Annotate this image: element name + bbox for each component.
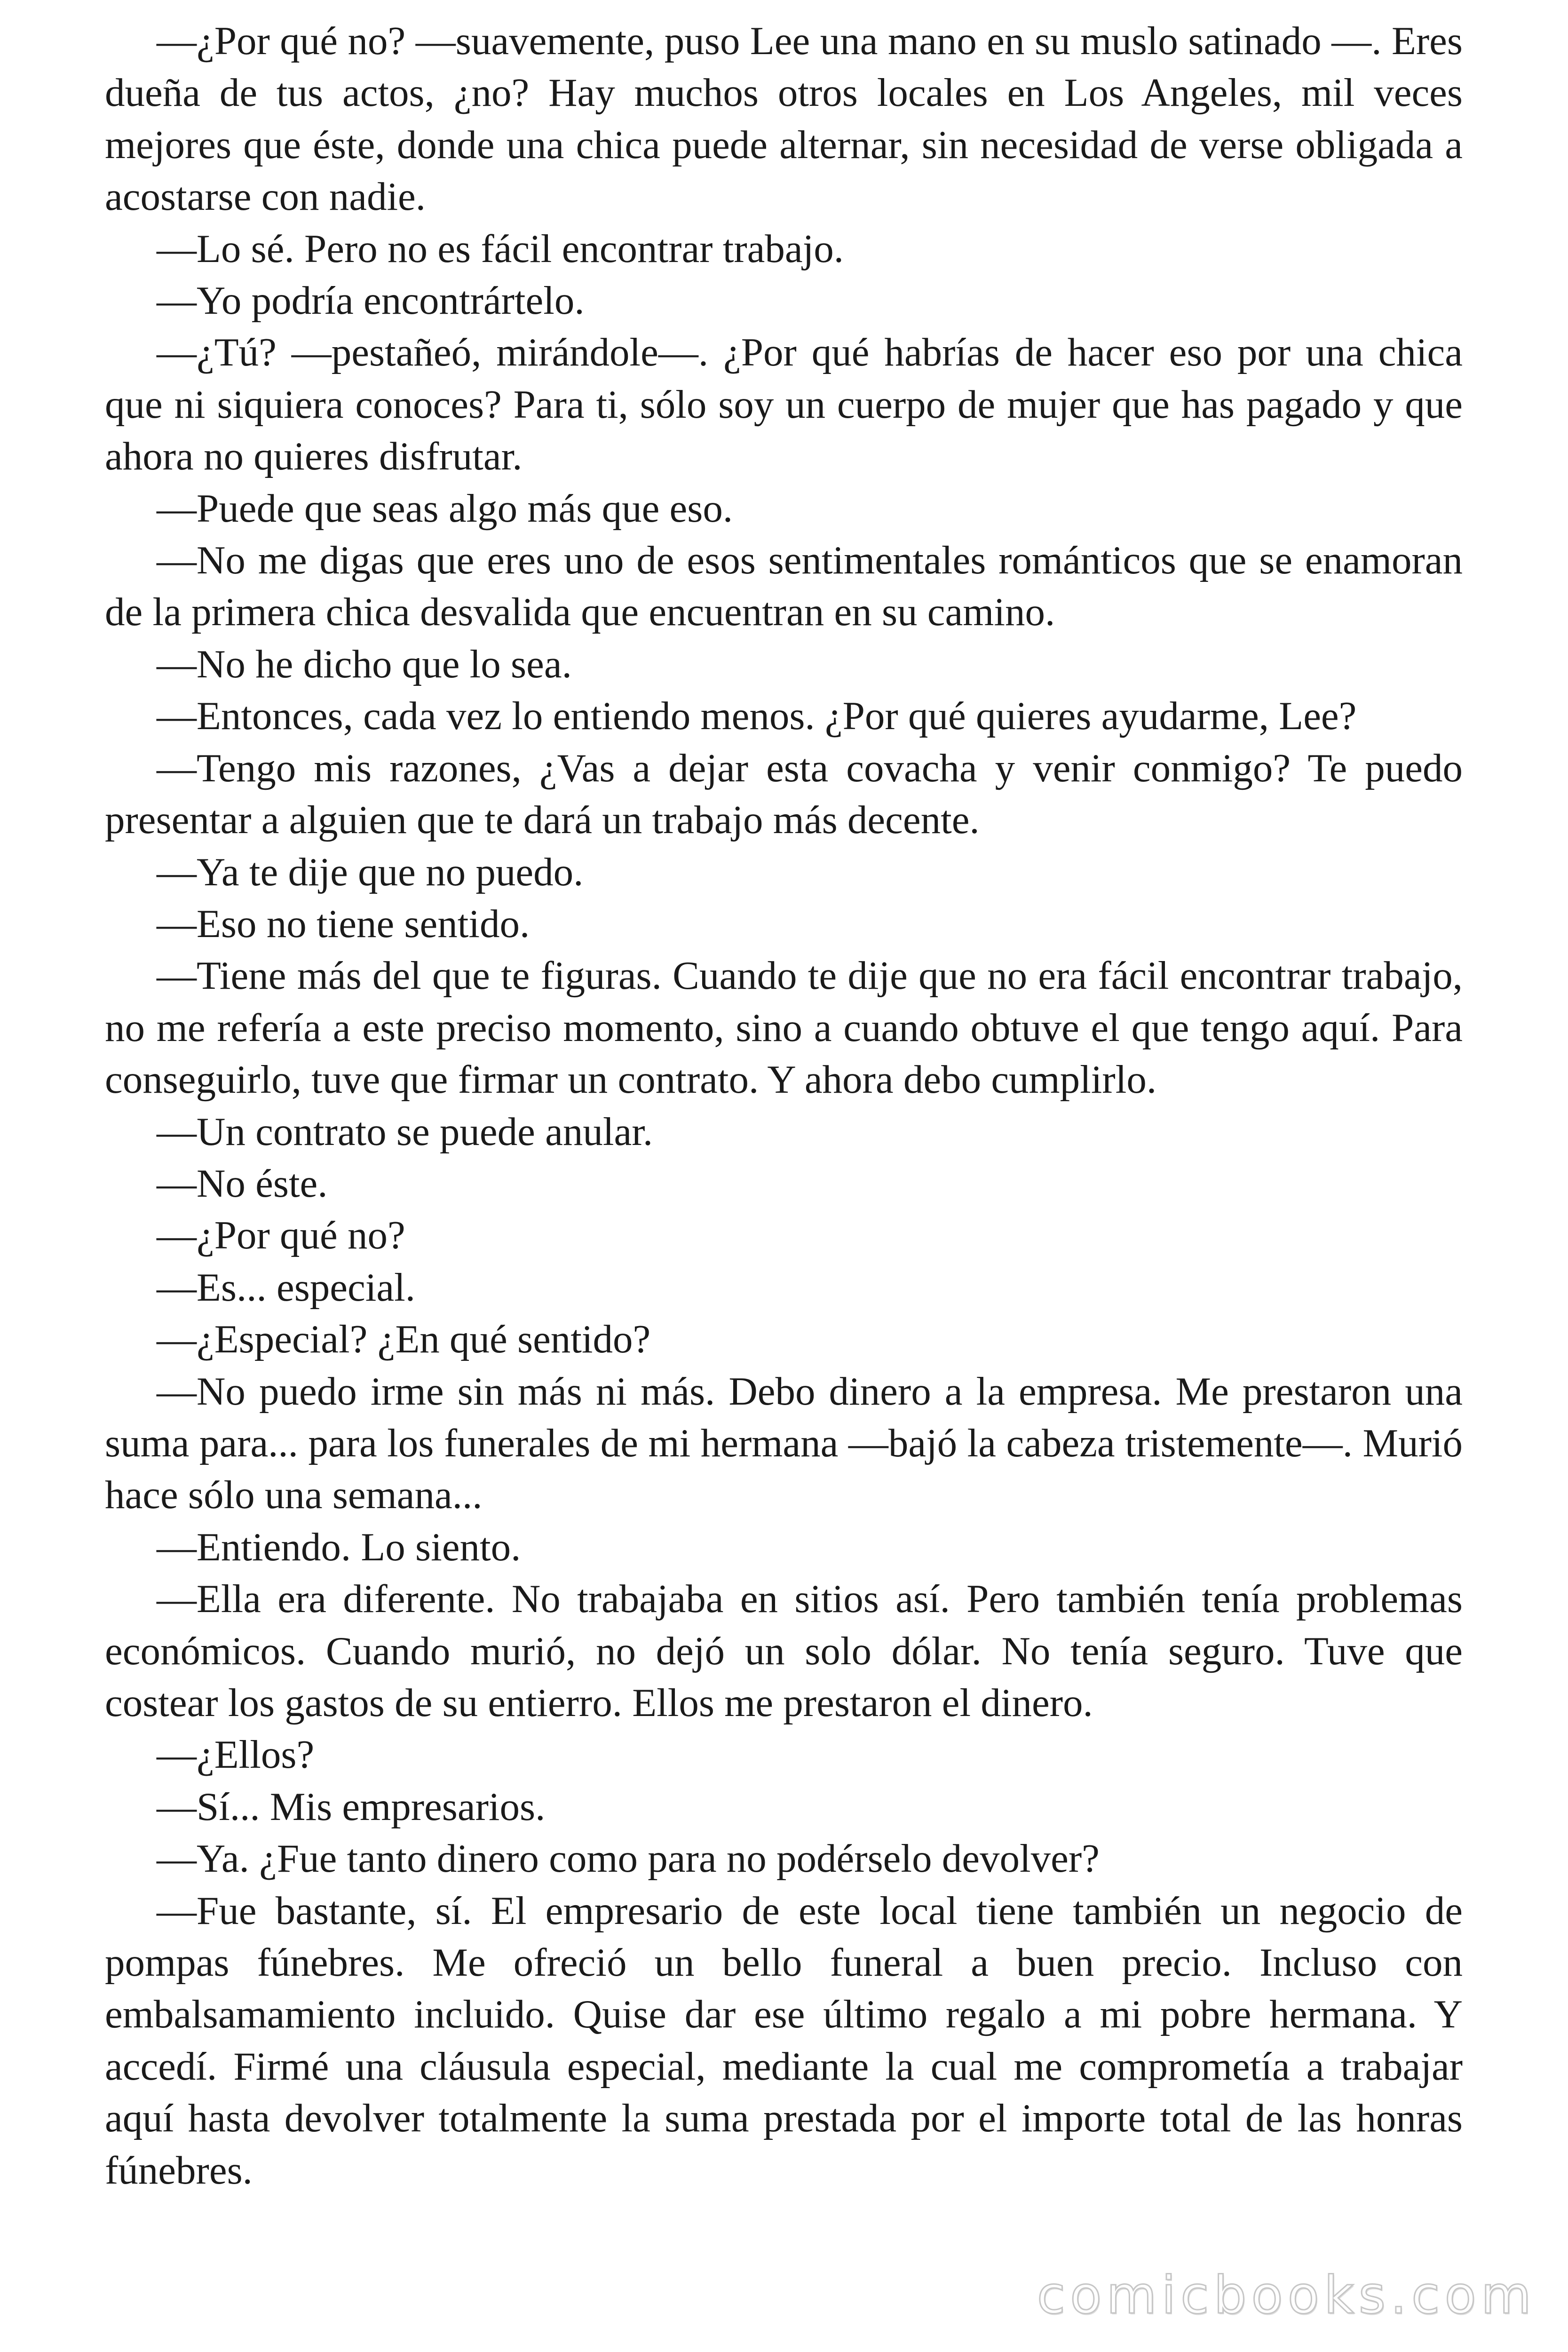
paragraph-6: —No me digas que eres uno de esos sentimentales románticos que se enamoran de la primera chica desvalida que encuentran en su camino. (105, 538, 1463, 635)
paragraph-14: —No éste. (157, 1161, 328, 1206)
book-page-text (105, 15, 1463, 2196)
paragraph-12: —Tiene más del que te figuras. Cuando te dije que no era fácil encontrar trabajo, no me refería a este preciso momento, sino a cuando obtuve el que tengo aquí. Para conseguirlo, tuve que firmar un contrato. Y ahora debo cumplirlo. (105, 954, 1463, 1102)
watermark-text: comicbooks.com (1037, 2265, 1536, 2325)
paragraph-23: —Ya. ¿Fue tanto dinero como para no podérselo devolver? (157, 1836, 1100, 1881)
paragraph-2: —Lo sé. Pero no es fácil encontrar trabajo. (157, 226, 844, 271)
paragraph-10: —Ya te dije que no puedo. (157, 850, 584, 894)
paragraph-8: —Entonces, cada vez lo entiendo menos. ¿Por qué quieres ayudarme, Lee? (157, 694, 1357, 739)
paragraph-5: —Puede que seas algo más que eso. (157, 486, 733, 531)
paragraph-20: —Ella era diferente. No trabajaba en sitios así. Pero también tenía problemas económicos. Cuando murió, no dejó un solo dólar. No tenía seguro. Tuve que costear los gastos de su entierro. Ellos me prestaron el dinero. (105, 1577, 1463, 1725)
paragraph-21: —¿Ellos? (157, 1732, 315, 1777)
paragraph-1: —¿Por qué no? —suavemente, puso Lee una mano en su muslo satinado —. Eres dueña de tus actos, ¿no? Hay muchos otros locales en Los Angeles, mil veces mejores que éste, donde una chica puede alternar, sin necesidad de verse obligada a acostarse con nadie. (105, 19, 1463, 219)
paragraph-19: —Entiendo. Lo siento. (157, 1525, 521, 1569)
paragraph-22: —Sí... Mis empresarios. (157, 1784, 546, 1829)
paragraph-4: —¿Tú? —pestañeó, mirándole—. ¿Por qué habrías de hacer eso por una chica que ni siquiera conoces? Para ti, sólo soy un cuerpo de mujer que has pagado y que ahora no quieres disfrutar. (105, 330, 1463, 479)
paragraph-9: —Tengo mis razones, ¿Vas a dejar esta covacha y venir conmigo? Te puedo presentar a alguien que te dará un trabajo más decente. (105, 746, 1463, 842)
paragraph-13: —Un contrato se puede anular. (157, 1109, 653, 1154)
paragraph-16: —Es... especial. (157, 1265, 415, 1310)
paragraph-24: —Fue bastante, sí. El empresario de este local tiene también un negocio de pompas fúnebres. Me ofreció un bello funeral a buen precio. Incluso con embalsamamiento incluido. Quise dar ese último regalo a mi pobre hermana. Y accedí. Firmé una cláusula especial, mediante la cual me comprometía a trabajar aquí hasta devolver totalmente la suma prestada por el importe total de las honras fúnebres. (105, 1888, 1463, 2193)
paragraph-15: —¿Por qué no? (157, 1213, 405, 1258)
paragraph-17: —¿Especial? ¿En qué sentido? (157, 1317, 651, 1362)
paragraph-3: —Yo podría encontrártelo. (157, 278, 585, 323)
paragraph-11: —Eso no tiene sentido. (157, 901, 530, 946)
paragraph-18: —No puedo irme sin más ni más. Debo dinero a la empresa. Me prestaron una suma para... para los funerales de mi hermana —bajó la cabeza tristemente—. Murió hace sólo una semana... (105, 1369, 1463, 1518)
paragraph-7: —No he dicho que lo sea. (157, 642, 572, 686)
